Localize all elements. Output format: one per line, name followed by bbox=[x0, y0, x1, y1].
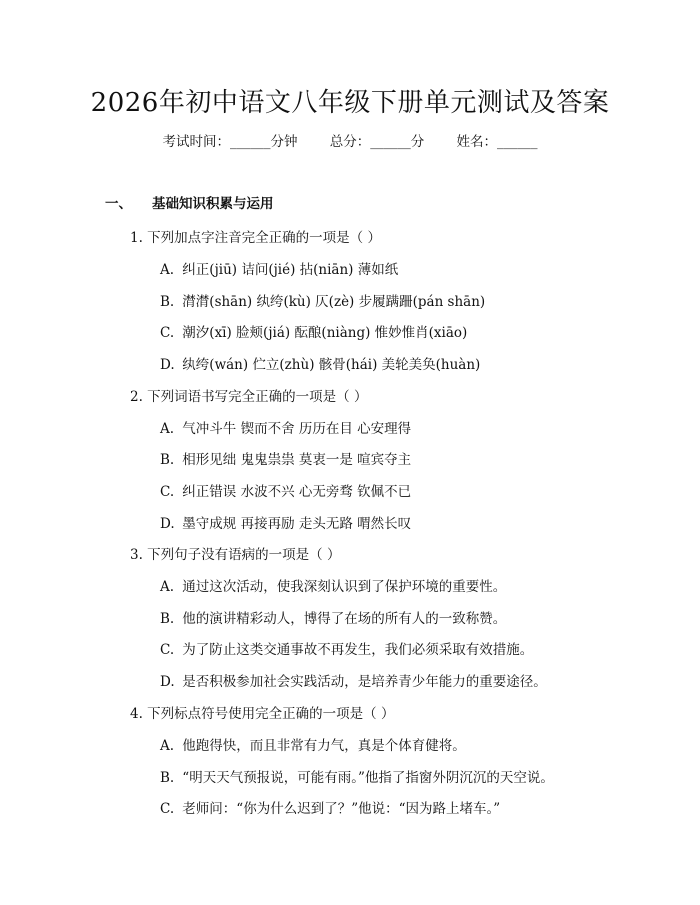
option-text: “明天天气预报说，可能有雨。”他指了指窗外阴沉沉的天空说。 bbox=[182, 770, 554, 786]
section-heading bbox=[105, 192, 274, 212]
question-option bbox=[160, 766, 554, 786]
student-name-field: 姓名：______ bbox=[456, 134, 538, 150]
option-text: 纠正(jiū) 诘问(jié) 拈(niān) 薄如纸 bbox=[182, 262, 399, 278]
option-letter: C. bbox=[160, 484, 175, 500]
question-stem: 4. 下列标点符号使用完全正确的一项是（ ） bbox=[130, 706, 395, 722]
option-letter: C. bbox=[160, 642, 175, 658]
option-letter: A. bbox=[160, 262, 175, 278]
option-letter: D. bbox=[160, 674, 175, 690]
option-text: 相形见绌 鬼鬼祟祟 莫衷一是 喧宾夺主 bbox=[182, 452, 412, 468]
question-stem: 1. 下列加点字注音完全正确的一项是（ ） bbox=[130, 230, 381, 246]
option-text: 气冲斗牛 锲而不舍 历历在目 心安理得 bbox=[182, 421, 412, 437]
exam-info-line bbox=[0, 130, 700, 150]
option-text: 潮汐(xī) 脸颊(jiá) 酝酿(niàng) 惟妙惟肖(xiāo) bbox=[182, 325, 468, 341]
question-option bbox=[160, 417, 411, 437]
option-letter: D. bbox=[160, 357, 175, 373]
option-letter: C. bbox=[160, 801, 175, 817]
question-option bbox=[160, 290, 485, 310]
option-letter: D. bbox=[160, 516, 175, 532]
option-text: 纨绔(wán) 伫立(zhù) 骸骨(hái) 美轮美奂(huàn) bbox=[182, 357, 481, 373]
option-text: 他跑得快，而且非常有力气，真是个体育健将。 bbox=[182, 738, 466, 754]
option-letter: B. bbox=[160, 770, 175, 786]
total-score-field: 总分：______分 bbox=[329, 134, 425, 150]
question-option bbox=[160, 575, 506, 595]
question-option bbox=[160, 734, 466, 754]
question-option bbox=[160, 258, 398, 278]
option-text: 墨守成规 再接再励 走头无路 喟然长叹 bbox=[182, 516, 412, 532]
option-text: 通过这次活动，使我深刻认识到了保护环境的重要性。 bbox=[182, 579, 507, 595]
option-text: 纠正错误 水波不兴 心无旁骛 钦佩不已 bbox=[182, 484, 412, 500]
question-option bbox=[160, 638, 533, 658]
question-stem: 2. 下列词语书写完全正确的一项是（ ） bbox=[130, 389, 368, 405]
option-text: 潸潸(shān) 纨绔(kù) 仄(zè) 步履蹒跚(pán shān) bbox=[182, 294, 486, 310]
question-option bbox=[160, 448, 411, 468]
question-option bbox=[160, 512, 411, 532]
option-text: 是否积极参加社会实践活动，是培养青少年能力的重要途径。 bbox=[182, 674, 547, 690]
option-text: 为了防止这类交通事故不再发生，我们必须采取有效措施。 bbox=[182, 642, 534, 658]
section-title: 基础知识积累与运用 bbox=[152, 196, 274, 212]
question-option bbox=[160, 480, 411, 500]
option-letter: C. bbox=[160, 325, 175, 341]
option-letter: B. bbox=[160, 452, 175, 468]
option-text: 他的演讲精彩动人，博得了在场的所有人的一致称赞。 bbox=[182, 611, 507, 627]
question-option bbox=[160, 321, 467, 341]
question-stem: 3. 下列句子没有语病的一项是（ ） bbox=[130, 547, 341, 563]
section-number: 一、 bbox=[105, 196, 132, 212]
option-letter: A. bbox=[160, 421, 175, 437]
question-option bbox=[160, 797, 500, 817]
exam-time-field: 考试时间：______分钟 bbox=[162, 134, 298, 150]
question-option bbox=[160, 353, 480, 373]
option-letter: A. bbox=[160, 579, 175, 595]
page-title: 2026年初中语文八年级下册单元测试及答案 bbox=[90, 88, 610, 118]
option-letter: B. bbox=[160, 611, 175, 627]
option-letter: B. bbox=[160, 294, 175, 310]
option-text: 老师问：“你为什么迟到了？”他说：“因为路上堵车。” bbox=[182, 801, 501, 817]
option-letter: A. bbox=[160, 738, 175, 754]
question-option bbox=[160, 670, 547, 690]
question-option bbox=[160, 607, 506, 627]
